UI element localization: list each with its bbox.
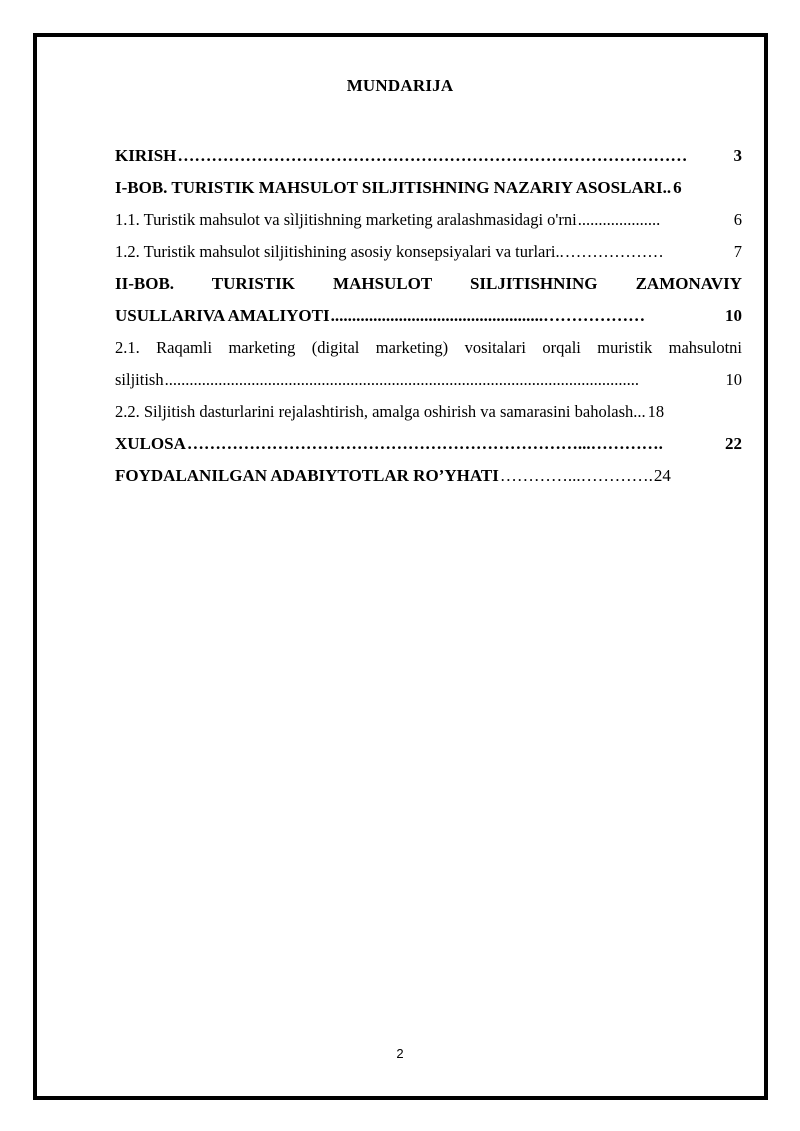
toc-entry-section-1-1[interactable] bbox=[115, 204, 742, 236]
toc-entry-leader: ................................................................................................................... bbox=[164, 370, 639, 389]
toc-entry-leader: ……………………………………………………………...…………. bbox=[186, 434, 663, 453]
toc-entry-title-line1: II-BOB. TURISTIK MAHSULOT SILJITISHNING ZAMONAVIY bbox=[115, 274, 742, 293]
toc-entry-title: 1.2. Turistik mahsulot siljitishining asosiy konsepsiyalari va turlari.. bbox=[115, 236, 565, 268]
toc-entry-section-1-2[interactable] bbox=[115, 236, 742, 268]
table-of-contents bbox=[115, 140, 742, 492]
toc-entry-references[interactable] bbox=[115, 460, 742, 492]
toc-entry-chapter-1[interactable] bbox=[115, 172, 742, 204]
toc-entry-page: 6 bbox=[733, 204, 742, 236]
toc-entry-page: 6 bbox=[672, 172, 682, 204]
toc-entry-title: 1.1. Turistik mahsulot va sìljitishning marketing aralashmasidagi o'rni bbox=[115, 204, 578, 236]
toc-entry-page: 10 bbox=[724, 300, 742, 332]
toc-entry-page: 3 bbox=[733, 140, 743, 172]
toc-entry-page: 22 bbox=[724, 428, 742, 460]
toc-entry-leader: ……………………………………………………………………………… bbox=[177, 146, 688, 165]
toc-entry-page: 7 bbox=[733, 236, 742, 268]
toc-entry-title: KIRISH bbox=[115, 140, 177, 172]
toc-entry-title: FOYDALANILGAN ADABIYTOTLAR RO’YHATI bbox=[115, 460, 500, 492]
toc-entry-page: 10 bbox=[725, 364, 743, 396]
toc-entry-title: XULOSA bbox=[115, 428, 187, 460]
toc-entry-leader: .................... bbox=[577, 210, 661, 229]
toc-entry-xulosa[interactable] bbox=[115, 428, 742, 460]
toc-entry-chapter-2[interactable] bbox=[115, 268, 742, 332]
toc-entry-page: 18 bbox=[647, 396, 665, 428]
toc-entry-title: 2.2. Siljitish dasturlarini rejalashtirish, amalga oshirish va samarasini baholash... bbox=[115, 396, 647, 428]
toc-entry-kirish[interactable] bbox=[115, 140, 742, 172]
toc-entry-title-line1: 2.1. Raqamli marketing (digital marketing) vositalari orqali muristik mahsulotni bbox=[115, 338, 742, 357]
toc-entry-section-2-2[interactable] bbox=[115, 396, 742, 428]
toc-entry-leader: ……………… bbox=[564, 242, 664, 261]
page-number: 2 bbox=[396, 1046, 404, 1061]
toc-entry-title-line2: USULLARIVA AMALIYOTI bbox=[115, 300, 331, 332]
toc-entry-title: I-BOB. TURISTIK MAHSULOT SILJITISHNING NAZARIY ASOSLARI.. bbox=[115, 172, 672, 204]
page-title: MUNDARIJA bbox=[346, 76, 454, 95]
toc-entry-title-line2: siljitish bbox=[115, 364, 165, 396]
toc-entry-section-2-1[interactable] bbox=[115, 332, 742, 396]
toc-entry-leader: …………...…………. bbox=[499, 466, 653, 485]
toc-entry-leader: ..................................................……………… bbox=[330, 306, 646, 325]
toc-entry-page: 24 bbox=[653, 460, 671, 492]
